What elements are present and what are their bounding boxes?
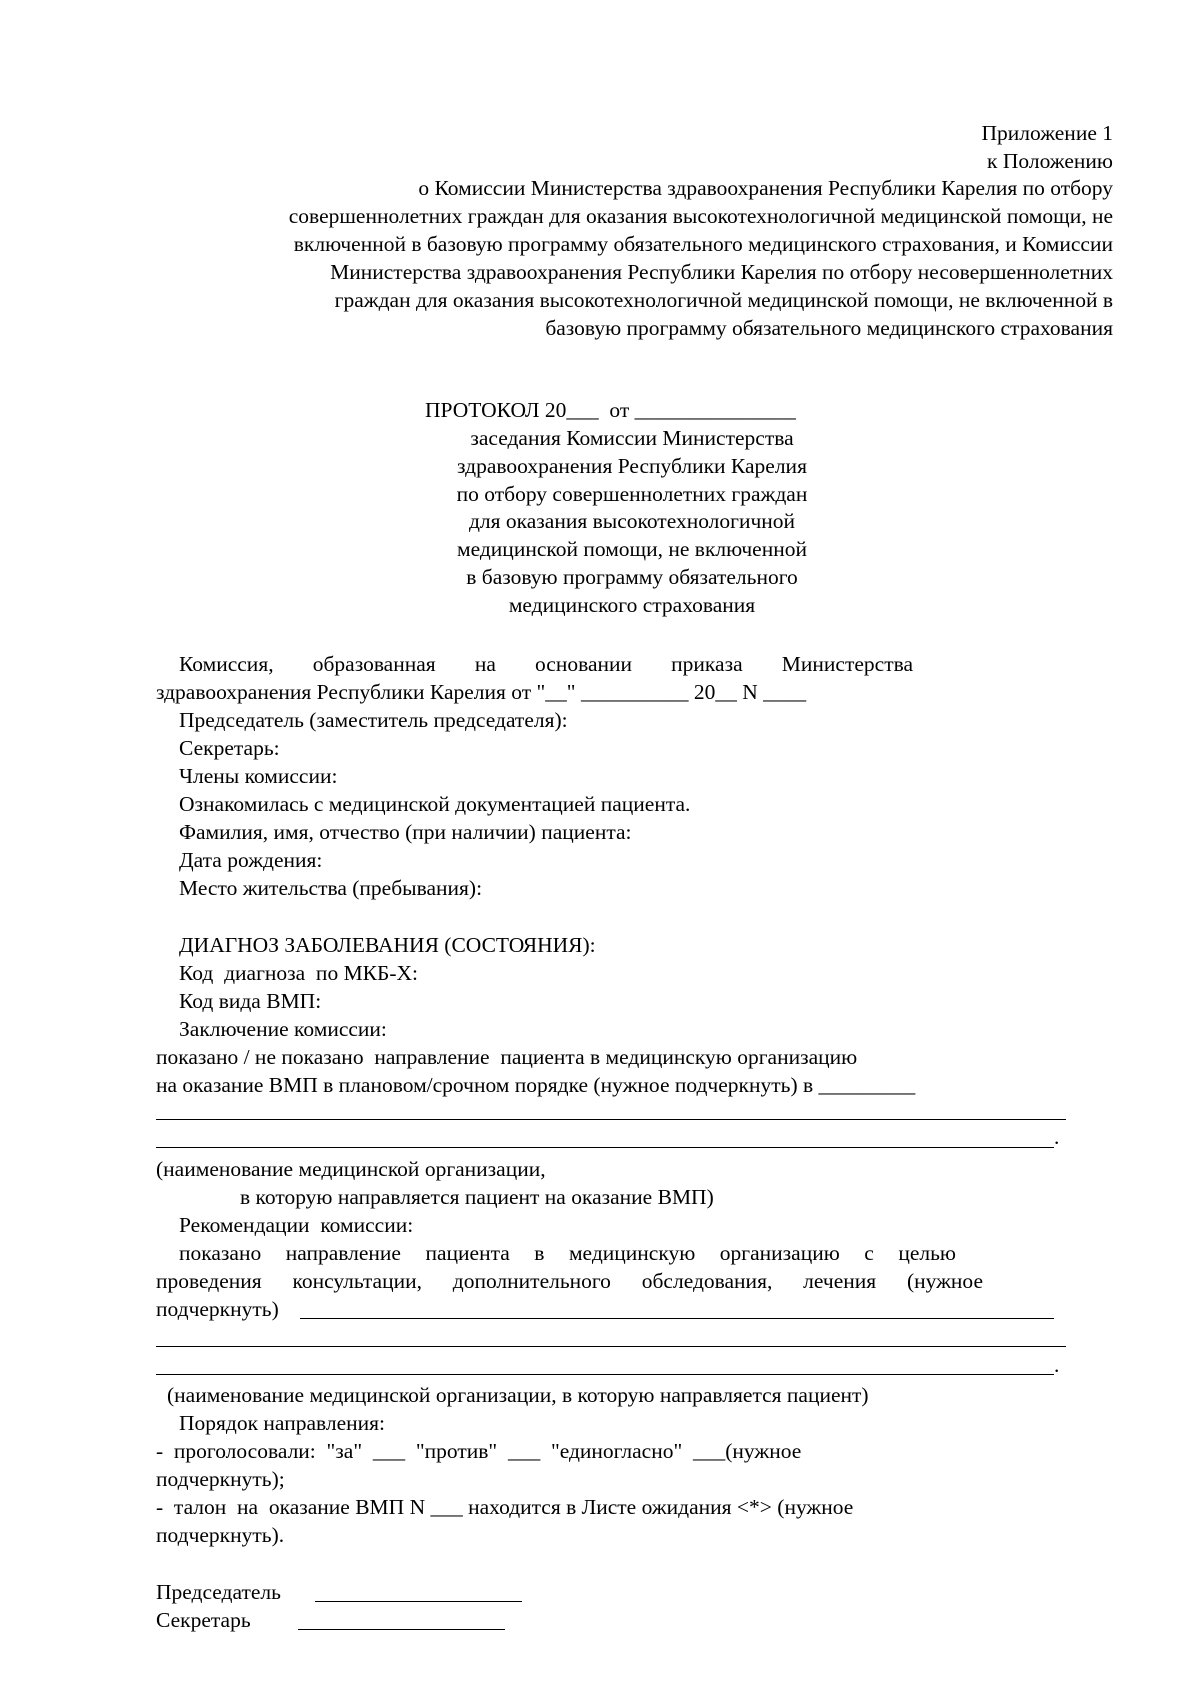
word: дополнительного [452,1269,611,1293]
protocol-heading: ПРОТОКОЛ 20___ от _______________ [425,398,796,422]
org-caption: в которую направляется пациент на оказание ВМП) [240,1185,714,1209]
word: лечения [803,1269,877,1293]
conclusion-line: показано / не показано направление пациента в медицинскую организацию [156,1045,858,1069]
word: Комиссия, [179,652,274,676]
word: медицинскую [568,1241,696,1265]
vote-line: подчеркнуть); [156,1467,285,1491]
vmp-code-label: Код вида ВМП: [179,989,322,1013]
protocol-subtitle-line: для оказания высокотехнологичной [468,509,796,533]
chairman-signature-label: Председатель [156,1580,281,1604]
blank-line [156,1346,1066,1347]
word: консультации, [292,1269,422,1293]
protocol-subtitle-line: медицинской помощи, не включенной [457,537,807,561]
appendix-line: Министерства здравоохранения Республики Карелия по отбору несовершеннолетних [330,260,1113,284]
word: организацию [719,1241,840,1265]
word: показано [179,1241,262,1265]
word: (нужное [906,1269,983,1293]
protocol-subtitle-line: в базовую программу обязательного [466,565,798,589]
word: пациента [425,1241,510,1265]
recommendations-line [156,1267,983,1295]
protocol-subtitle-line: заседания Комиссии Министерства [470,426,794,450]
conclusion-line: на оказание ВМП в плановом/срочном порядке (нужное подчеркнуть) в _________ [156,1073,916,1097]
period: . [1054,1353,1060,1377]
secretary-label: Секретарь: [179,736,280,760]
org-caption: (наименование медицинской организации, в которую направляется пациент) [167,1383,869,1407]
word: с [864,1241,874,1265]
patient-name-label: Фамилия, имя, отчество (при наличии) пациента: [179,820,632,844]
appendix-line: включенной в базовую программу обязательного медицинского страхования, и Комиссии [293,232,1113,256]
members-label: Члены комиссии: [179,764,338,788]
word: образованная [312,652,436,676]
protocol-subtitle-line: по отбору совершеннолетних граждан [456,482,808,506]
vote-line: - проголосовали: "за" ___ "против" ___ "единогласно" ___(нужное [156,1439,802,1463]
appendix-line: о Комиссии Министерства здравоохранения Республики Карелия по отбору [418,176,1113,200]
recommendations-line: подчеркнуть) [156,1297,279,1321]
commission-intro-line [179,650,913,678]
appendix-line: граждан для оказания высокотехнологичной медицинской помощи, не включенной в [334,288,1113,312]
reviewed-note: Ознакомилась с медицинской документацией пациента. [179,792,691,816]
procedure-label: Порядок направления: [179,1411,386,1435]
word: основании [535,652,633,676]
word: обследования, [641,1269,773,1293]
commission-order-line: здравоохранения Республики Карелия от "__" __________ 20__ N ____ [156,680,807,704]
diagnosis-heading: ДИАГНОЗ ЗАБОЛЕВАНИЯ (СОСТОЯНИЯ): [179,933,596,957]
appendix-line: совершеннолетних граждан для оказания высокотехнологичной медицинской помощи, не [288,204,1113,228]
icd-code-label: Код диагноза по МКБ-Х: [179,961,419,985]
secretary-signature-line [298,1629,505,1630]
appendix-line: Приложение 1 [981,121,1113,145]
secretary-signature-label: Секретарь [156,1608,251,1632]
blank-line [156,1119,1066,1120]
appendix-line: к Положению [987,149,1113,173]
protocol-subtitle-line: здравоохранения Республики Карелия [457,454,807,478]
word: приказа [671,652,743,676]
ticket-line: подчеркнуть). [156,1523,285,1547]
word: Министерства [781,652,913,676]
blank-line [300,1318,1054,1319]
word: на [474,652,496,676]
birth-date-label: Дата рождения: [179,848,323,872]
recommendations-label: Рекомендации комиссии: [179,1213,414,1237]
appendix-line: базовую программу обязательного медицинского страхования [545,316,1113,340]
conclusion-label: Заключение комиссии: [179,1017,387,1041]
protocol-subtitle-line: медицинского страхования [508,593,756,617]
blank-line [156,1147,1054,1148]
word: целью [898,1241,956,1265]
word: направление [285,1241,401,1265]
chairman-signature-line [315,1601,522,1602]
blank-line [156,1374,1054,1375]
recommendations-line [179,1239,956,1267]
word: в [534,1241,545,1265]
period: . [1054,1125,1060,1149]
word: проведения [156,1269,262,1293]
residence-label: Место жительства (пребывания): [179,876,483,900]
org-caption: (наименование медицинской организации, [156,1157,546,1181]
ticket-line: - талон на оказание ВМП N ___ находится в Листе ожидания <*> (нужное [156,1495,854,1519]
chairman-label: Председатель (заместитель председателя): [179,708,568,732]
